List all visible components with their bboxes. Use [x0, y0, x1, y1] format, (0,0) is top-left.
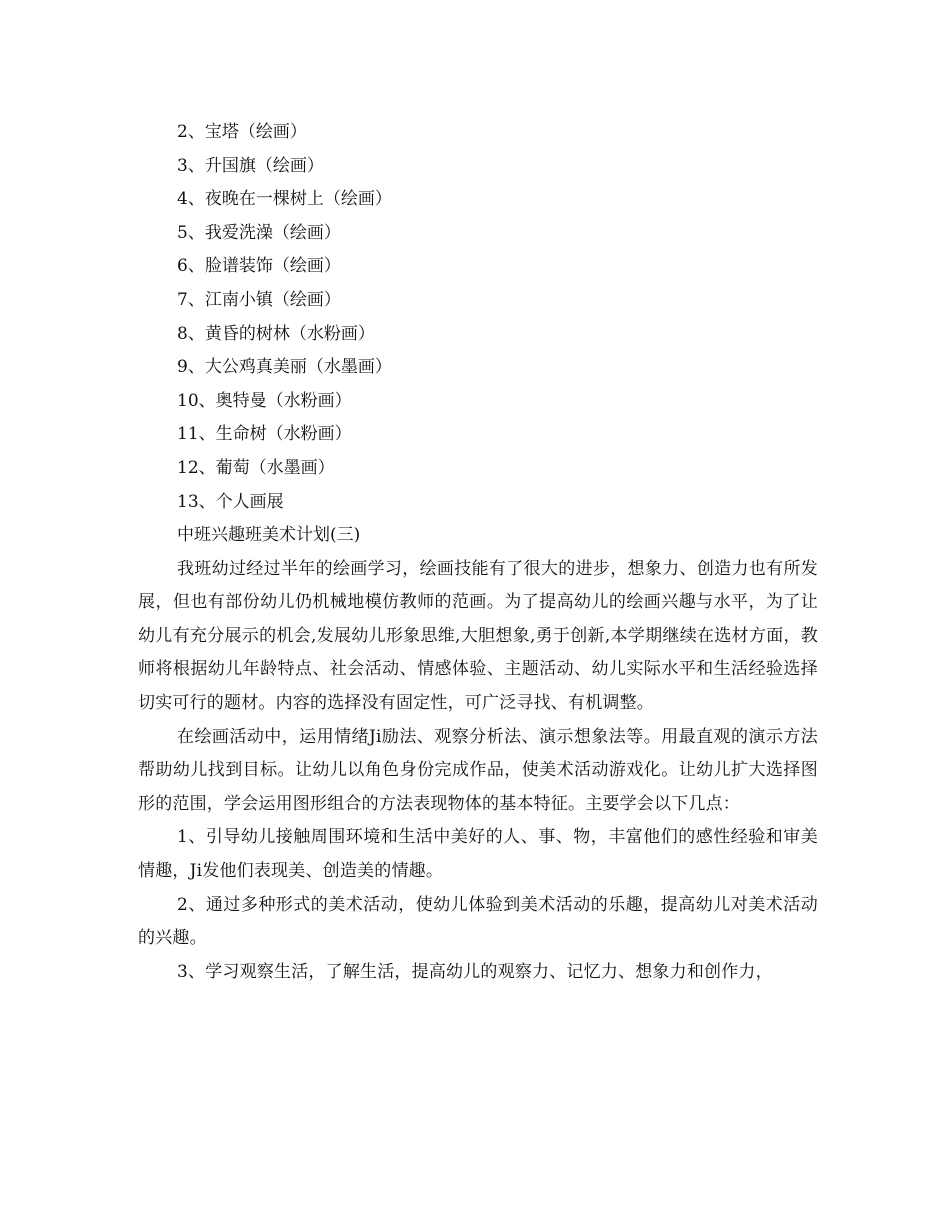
list-item: 8、黄昏的树林（水粉画） — [177, 323, 375, 344]
paragraph: 1、引导幼儿接触周围环境和生活中美好的人、事、物，丰富他们的感性经验和审美情趣，Ji发他们表现美、创造美的情趣。 — [138, 827, 818, 881]
list-item: 12、葡萄（水墨画） — [177, 457, 335, 478]
list-item: 7、江南小镇（绘画） — [177, 289, 341, 310]
list-item: 10、奥特曼（水粉画） — [177, 390, 352, 411]
list-item: 4、夜晚在一棵树上（绘画） — [177, 189, 392, 210]
body-text — [138, 519, 818, 989]
list-item: 5、我爱洗澡（绘画） — [177, 222, 341, 243]
list-item: 2、宝塔（绘画） — [177, 122, 307, 142]
list-item: 11、生命树（水粉画） — [177, 424, 352, 445]
paragraph: 在绘画活动中，运用情绪Ji励法、观察分析法、演示想象法等。用最直观的演示方法帮助幼儿找到目标。让幼儿以角色身份完成作品，使美术活动游戏化。让幼儿扩大选择图形的范围，学会运用图形组合的方法表现物体的基本特征。主要学会以下几点： — [138, 726, 818, 814]
list-item: 3、升国旗（绘画） — [177, 155, 324, 176]
list-item: 9、大公鸡真美丽（水墨画） — [177, 357, 392, 378]
paragraph: 我班幼过经过半年的绘画学习，绘画技能有了很大的进步，想象力、创造力也有所发展，但也有部份幼儿仍机械地模仿教师的范画。为了提高幼儿的绘画兴趣与水平，为了让幼儿有充分展示的机会,发展幼儿形象思维,大胆想象,勇于创新,本学期继续在选材方面，教师将根据幼儿年龄特点、社会活动、情感体验、主题活动、幼儿实际水平和生活经验选择切实可行的题材。内容的选择没有固定性，可广泛寻找、有机调整。 — [138, 558, 818, 713]
paragraph: 2、通过多种形式的美术活动，使幼儿体验到美术活动的乐趣，提高幼儿对美术活动的兴趣。 — [138, 894, 818, 949]
section-title: 中班兴趣班美术计划(三) — [177, 525, 361, 545]
artwork-list — [177, 116, 392, 519]
list-item: 6、脸谱装饰（绘画） — [177, 256, 341, 277]
list-item: 13、个人画展 — [177, 491, 284, 512]
paragraph: 3、学习观察生活，了解生活，提高幼儿的观察力、记忆力、想象力和创作力， — [177, 961, 773, 982]
